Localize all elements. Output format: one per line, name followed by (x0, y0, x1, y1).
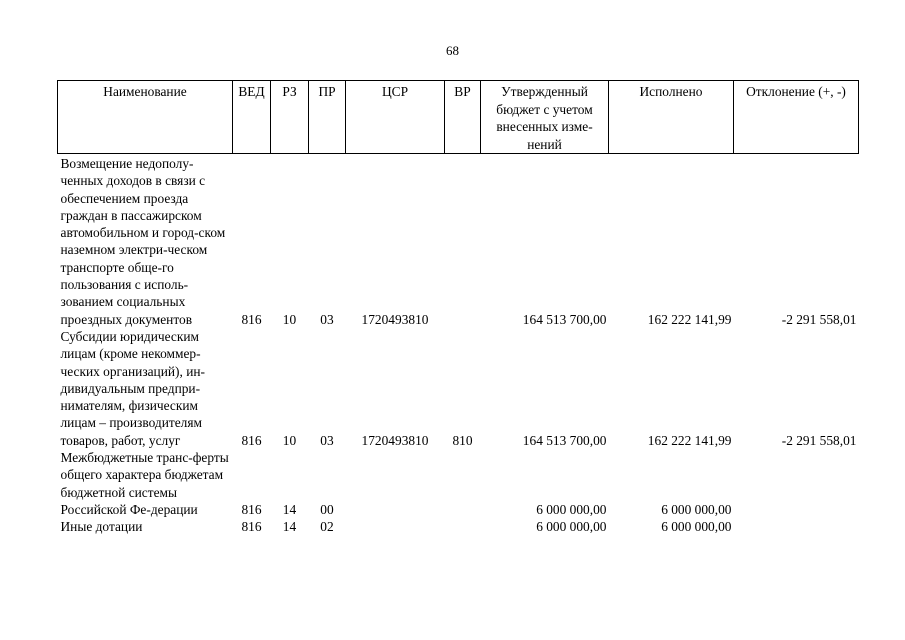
table-row (58, 449, 859, 518)
row-csr: 1720493810 (361, 311, 429, 327)
header-ved: ВЕД (233, 81, 271, 154)
row-ved: 816 (241, 519, 262, 535)
table-header-row (58, 81, 859, 154)
row-ved: 816 (241, 432, 262, 448)
row-pr: 03 (320, 311, 334, 327)
header-rz: РЗ (271, 81, 309, 154)
row-budget: 164 513 700,00 (522, 432, 607, 448)
row-vr (445, 154, 481, 328)
row-name: Возмещение недополу-ченных доходов в связи с обеспечением проезда граждан в пассажирском автомобильном и город-ском наземном электри-ческом транспорте обще-го пользования с исполь-зованием социальных проездных документов (60, 156, 226, 327)
row-pr: 00 (320, 501, 334, 517)
row-executed: 162 222 141,99 (647, 432, 732, 448)
row-csr (346, 518, 445, 535)
row-budget: 6 000 000,00 (536, 519, 607, 535)
row-rz: 10 (282, 311, 297, 327)
row-rz: 14 (282, 501, 297, 517)
row-ved: 816 (241, 501, 262, 517)
header-csr: ЦСР (346, 81, 445, 154)
row-deviation: -2 291 558,01 (781, 432, 857, 448)
row-rz: 10 (282, 432, 297, 448)
row-name: Межбюджетные транс-ферты общего характера бюджетам бюджетной системы Российской Фе-дерации (60, 450, 229, 517)
row-vr: 810 (452, 432, 473, 448)
row-csr (346, 449, 445, 518)
header-pr: ПР (309, 81, 346, 154)
row-deviation (734, 518, 859, 535)
budget-table (57, 80, 859, 536)
header-executed: Исполнено (609, 81, 734, 154)
row-rz: 14 (282, 519, 297, 535)
header-budget: Утвержденный бюджет с учетом внесенных изме-нений (481, 81, 609, 154)
row-deviation (734, 449, 859, 518)
row-vr (445, 518, 481, 535)
page-number: 68 (446, 43, 459, 58)
row-name: Субсидии юридическим лицам (кроме некоммер-ческих организаций), ин-дивидуальным предпри-нимателям, физическим лицам – производителям товаров, работ, услуг (60, 328, 206, 448)
row-executed: 162 222 141,99 (647, 311, 732, 327)
row-executed: 6 000 000,00 (661, 519, 732, 535)
row-executed: 6 000 000,00 (661, 501, 732, 517)
row-name: Иные дотации (60, 519, 143, 535)
row-pr: 03 (320, 432, 334, 448)
row-ved: 816 (241, 311, 262, 327)
row-csr: 1720493810 (361, 432, 429, 448)
row-vr (445, 449, 481, 518)
header-name: Наименование (58, 81, 233, 154)
row-budget: 6 000 000,00 (536, 501, 607, 517)
row-deviation: -2 291 558,01 (781, 311, 857, 327)
table-row (58, 328, 859, 449)
table-row (58, 518, 859, 535)
header-vr: ВР (445, 81, 481, 154)
row-pr: 02 (320, 519, 334, 535)
header-deviation: Отклонение (+, -) (734, 81, 859, 154)
row-budget: 164 513 700,00 (522, 311, 607, 327)
table-row (58, 154, 859, 328)
